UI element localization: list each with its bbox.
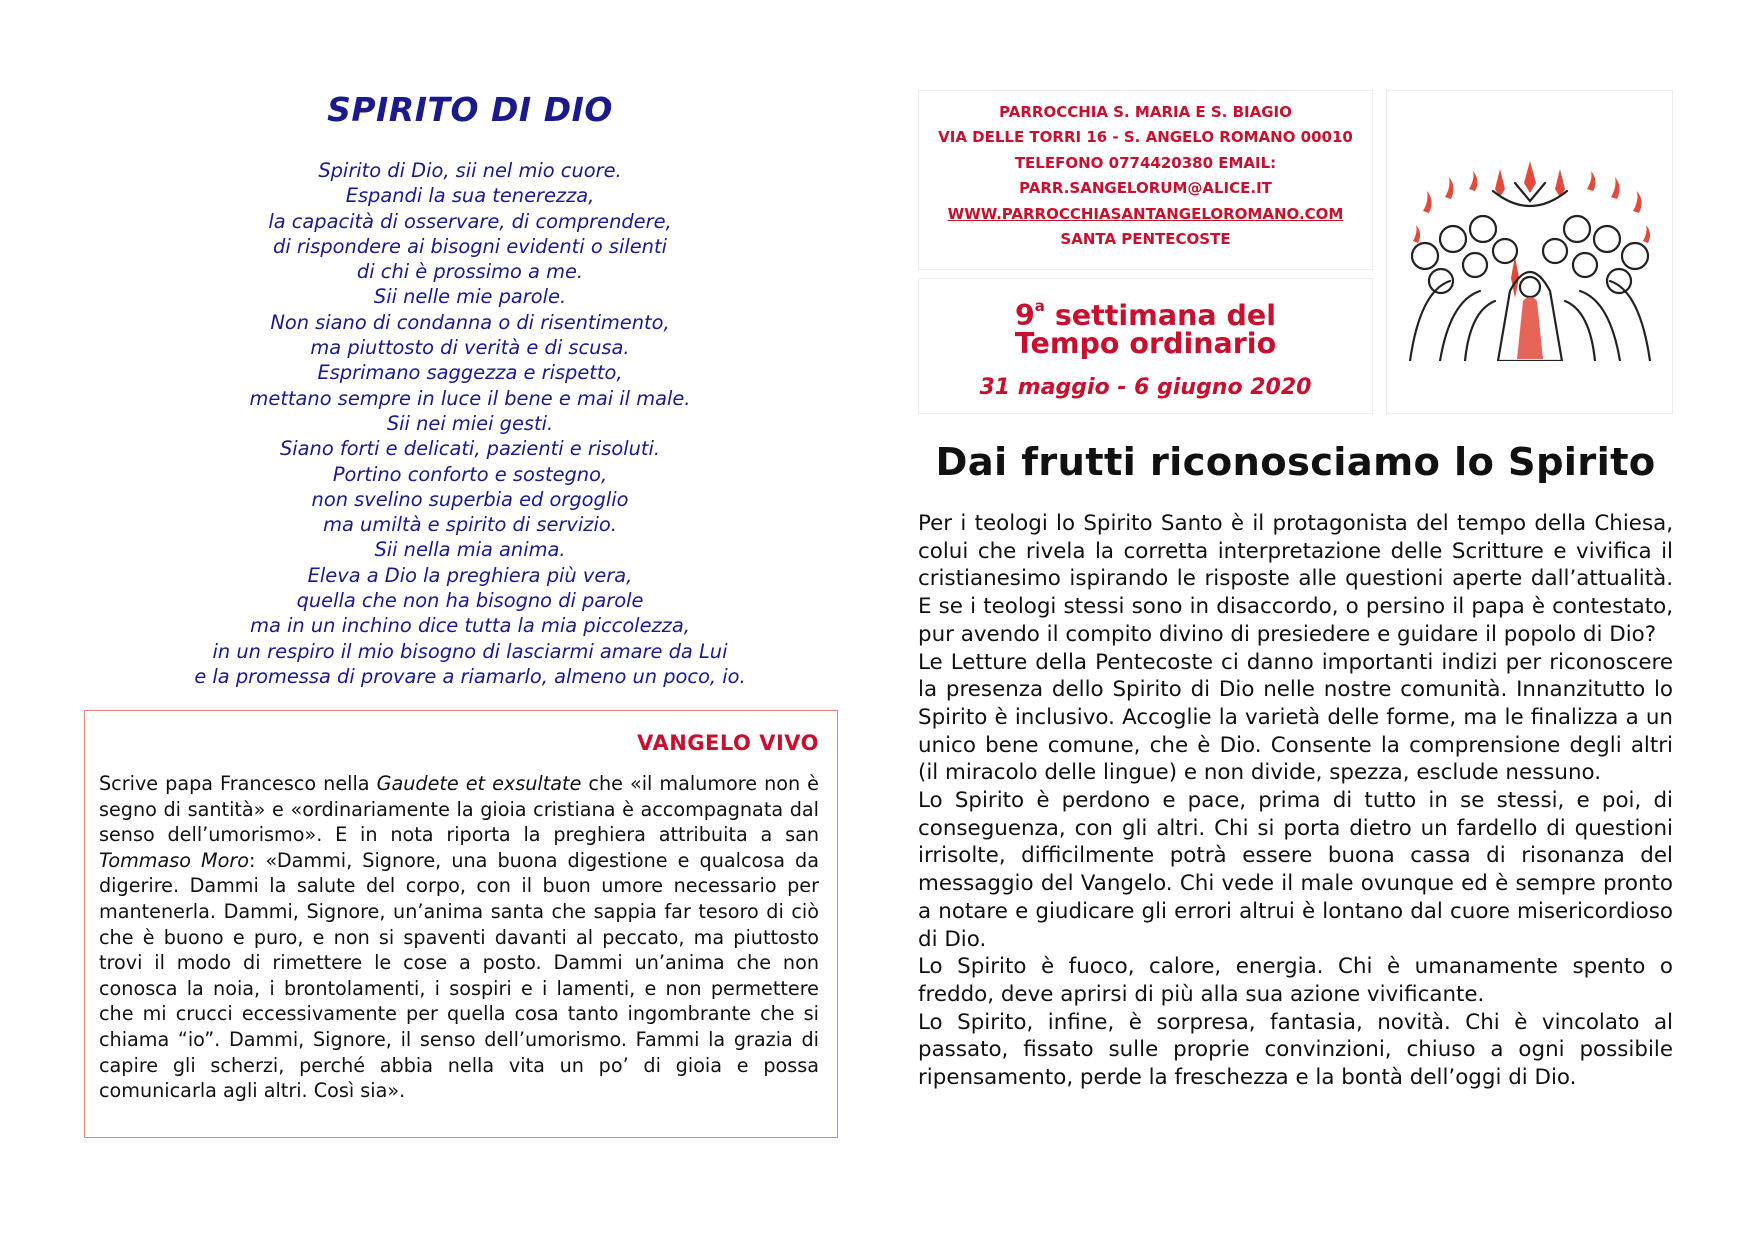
poem-line: in un respiro il mio bisogno di lasciarmi amare da Lui [212,639,728,663]
poem-line: ma piuttosto di verità e di scusa. [310,336,630,360]
parish-address: VIA DELLE TORRI 16 - S. ANGELO ROMANO 00010 [938,128,1353,147]
poem-line: non svelino superbia ed orgoglio [311,487,629,511]
article-body [918,510,1673,1092]
poem-line: Esprimano saggezza e rispetto, [317,361,623,385]
article-paragraph: Per i teologi lo Spirito Santo è il protagonista del tempo della Chiesa, colui che rivela la corretta interpretazione delle Scritture e vivifica il cristianesimo ispirando le risposte alle questioni aperte dall’attualità. E se i teologi stessi sono in disaccordo, o persino il papa è contestato, pur avendo il compito divino di presiedere e guidare il popolo di Dio? [918,511,1673,647]
poem-line: Sii nelle mie parole. [373,285,567,309]
poem-text [80,158,860,689]
parish-email: PARR.SANGELORUM@ALICE.IT [1019,179,1272,198]
gospel-text-part: Scrive papa Francesco nella [99,772,377,795]
parish-info-box [918,90,1373,270]
week-heading-rest: settimana del [1044,299,1277,332]
poem-line: Portino conforto e sostegno, [332,462,608,486]
poem-line: Eleva a Dio la preghiera più vera, [307,563,633,587]
poem-line: e la promessa di provare a riamarlo, almeno un poco, io. [194,664,746,688]
article-paragraph: Le Letture della Pentecoste ci danno importanti indizi per riconoscere la presenza dello Spirito di Dio nelle nostre comunità. Innanzitutto lo Spirito è inclusivo. Accoglie la varietà delle forme, ma le finalizza a un unico bene comune, che è Dio. Consente la comprensione degli altri (il miracolo delle lingue) e non divide, spezza, esclude nessuno. [918,649,1673,786]
parish-feast: SANTA PENTECOSTE [1060,230,1231,249]
week-box [918,278,1373,414]
gospel-title: VANGELO VIVO [637,731,819,755]
week-dates: 31 maggio - 6 giugno 2020 [979,375,1312,400]
week-ordinal: a [1034,297,1045,315]
gospel-text [99,771,819,1104]
image-box [1386,90,1673,414]
poem-title: SPIRITO DI DIO [327,90,613,129]
gospel-box [84,710,838,1138]
poem-line: di rispondere ai bisogni evidenti o silenti [273,234,667,258]
poem-line: mettano sempre in luce il bene e mai il male. [249,386,691,410]
poem-line: di chi è prossimo a me. [356,260,584,284]
poem-line: la capacità di osservare, di comprendere, [268,209,672,233]
article-paragraph: Lo Spirito, infine, è sorpresa, fantasia, novità. Chi è vincolato al passato, fissato sulle proprie convinzioni, chiuso a ogni possibile ripensamento, perde la freschezza e la bontà dell’oggi di Dio. [918,1009,1673,1091]
pentecost-illustration-icon [1405,161,1655,361]
week-subheading: Tempo ordinario [1014,327,1277,360]
article-title: Dai frutti riconosciamo lo Spirito [935,440,1656,485]
poem-line: ma in un inchino dice tutta la mia piccolezza, [250,614,690,638]
article-paragraph: Lo Spirito è fuoco, calore, energia. Chi è umanamente spento o freddo, deve aprirsi di più alla sua azione vivificante. [918,954,1673,1007]
poem-line: Sii nei miei gesti. [386,411,554,435]
poem-line: Non siano di condanna o di risentimento, [270,310,670,334]
gospel-saint-name: Tommaso Moro [99,848,249,872]
poem-line: ma umiltà e spirito di servizio. [323,513,617,537]
gospel-text-part: : «Dammi, Signore, una buona digestione e qualcosa da digerire. Dammi la salute del corpo, con il buon umore necessario per mantenerla. Dammi, Signore, un’anima santa che sappia far tesoro di ciò che è buono e puro, e non si spaventi davanti al peccato, ma piuttosto trovi il modo di rimettere le cose a posto. Dammi un’anima che non conosca la noia, i brontolamenti, i sospiri e i lamenti, e non permettere che mi crucci eccessivamente per quella cosa tanto ingombrante che si chiama “io”. Dammi, Signore, il senso dell’umorismo. Fammi la grazia di capire gli scherzi, perché abbia nella vita un po’ di gioia e possa comunicarla agli altri. Così sia». [99,848,819,1103]
parish-website-link[interactable]: WWW.PARROCCHIASANTANGELOROMANO.COM [947,204,1344,223]
poem-line: quella che non ha bisogno di parole [296,589,644,613]
parish-name: PARROCCHIA S. MARIA E S. BIAGIO [999,103,1292,121]
parish-phone: TELEFONO 0774420380 EMAIL: [1014,153,1277,172]
article-paragraph: Lo Spirito è perdono e pace, prima di tutto in se stessi, e poi, di conseguenza, con gli altri. Chi si porta dietro un fardello di questioni irrisolte, difficilmente potrà essere buona cassa di risonanza del messaggio del Vangelo. Chi vede il male ovunque ed è sempre pronto a notare e giudicare gli errori altrui è lontano dal cuore misericordioso di Dio. [918,788,1673,952]
week-number: 9 [1014,299,1035,332]
poem-line: Spirito di Dio, sii nel mio cuore. [318,159,622,182]
poem-line: Siano forti e delicati, pazienti e risoluti. [279,437,661,461]
poem-line: Sii nella mia anima. [374,538,566,562]
gospel-text-part: che «il malumore non è segno di santità» e «ordinariamente la gioia cristiana è accompagnata dal senso dell’umorismo». E in nota riporta la preghiera attribuita a san [99,772,819,847]
poem-line: Espandi la sua tenerezza, [345,184,595,208]
gospel-book-title: Gaudete et exsultate [376,772,582,795]
